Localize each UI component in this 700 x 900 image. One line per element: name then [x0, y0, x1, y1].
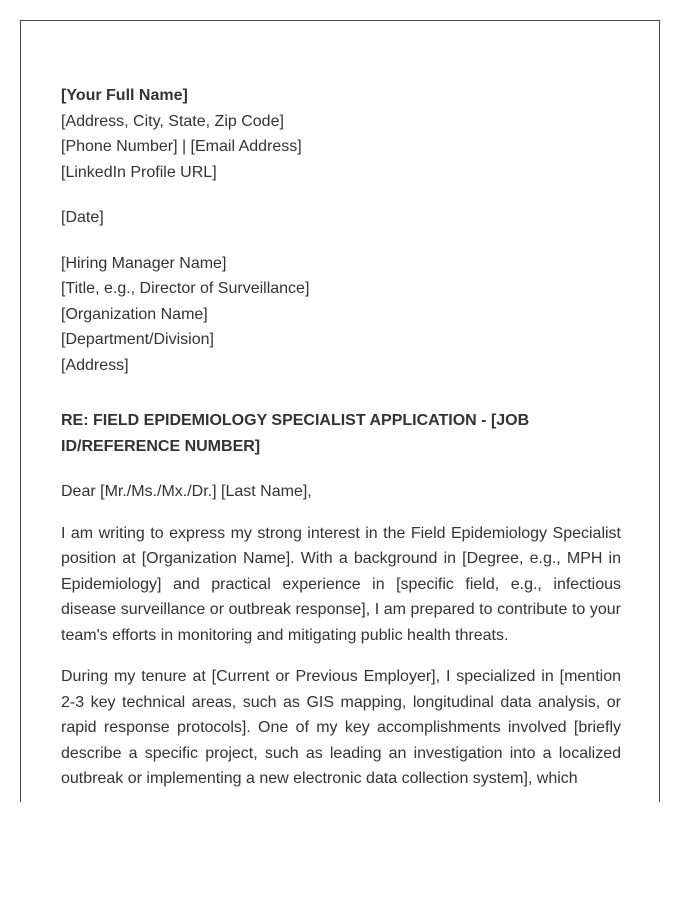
recipient-address: [Address]: [61, 356, 129, 374]
sender-contact: [Phone Number] | [Email Address]: [61, 138, 302, 155]
recipient-department: [Department/Division]: [61, 331, 214, 348]
sender-block: [61, 83, 621, 185]
body-paragraph-2: During my tenure at [Current or Previous Employer], I specialized in [mention 2-3 key technical areas, such as GIS mapping, longitudinal data analysis, or rapid response protocols]. One of my key accomplishments involved [briefly describe a specific project, such as leading an investigation into a localized outbreak or implementing a new electronic data collection system], which: [61, 668, 621, 787]
sender-linkedin: [LinkedIn Profile URL]: [61, 163, 217, 181]
body-paragraph-1: I am writing to express my strong interest in the Field Epidemiology Specialist position at [Organization Name]. With a background in [Degree, e.g., MPH in Epidemiology] and practical experience in [specific field, e.g., infectious disease surveillance or outbreak response], I am prepared to contribute to your team's efforts in monitoring and mitigating public health threats.: [61, 524, 621, 644]
recipient-title: [Title, e.g., Director of Surveillance]: [61, 280, 310, 297]
sender-address: [Address, City, State, Zip Code]: [61, 112, 284, 130]
date-line: [61, 205, 621, 231]
letter-date: [Date]: [61, 209, 104, 226]
letter-body: [61, 83, 621, 802]
recipient-organization: [Organization Name]: [61, 305, 208, 323]
recipient-block: [61, 251, 621, 379]
subject-line: RE: FIELD EPIDEMIOLOGY SPECIALIST APPLICATION - [JOB ID/REFERENCE NUMBER]: [61, 412, 530, 455]
letter-page: [20, 20, 660, 802]
sender-name: [Your Full Name]: [61, 87, 188, 104]
salutation: Dear [Mr./Ms./Mx./Dr.] [Last Name],: [61, 483, 312, 500]
recipient-name: [Hiring Manager Name]: [61, 254, 227, 272]
